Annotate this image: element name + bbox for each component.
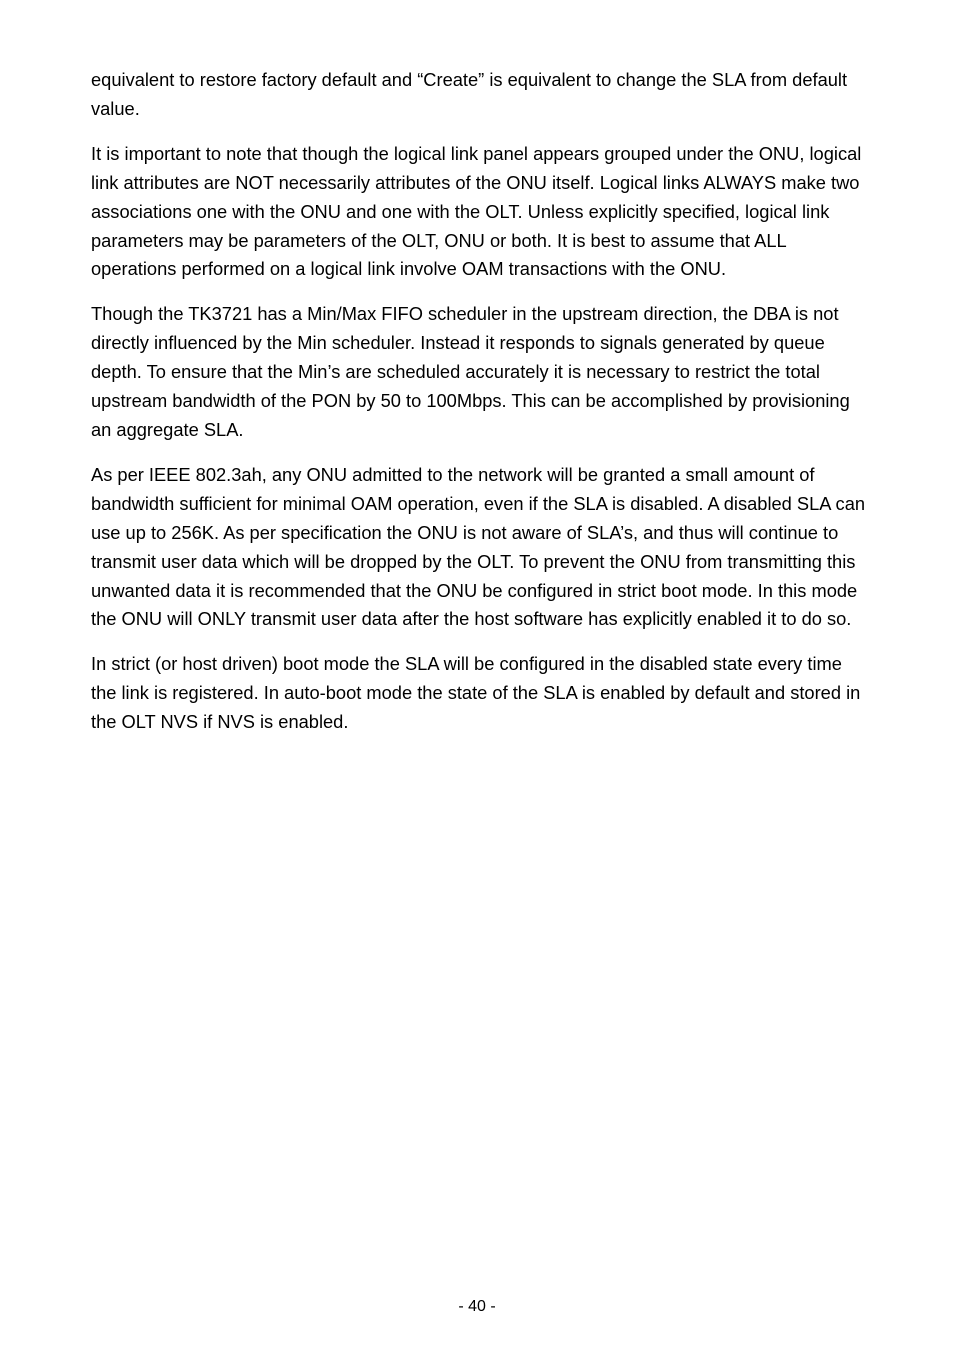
paragraph-boot-mode: In strict (or host driven) boot mode the SLA will be configured in the disabled state every time the link is registered. In auto-boot mode the state of the SLA is enabled by default and stored in the OLT NVS if NVS is enabled. bbox=[91, 653, 861, 733]
paragraph-logical-link: It is important to note that though the logical link panel appears grouped under the ONU, logical link attributes are NOT necessarily attributes of the ONU itself. Logical links ALWAYS make two associations one with the ONU and one with the OLT. Unless explicitly specified, logical link parameters may be parameters of the OLT, ONU or both. It is best to assume that ALL operations performed on a logical link involve OAM transactions with the ONU. bbox=[91, 142, 862, 280]
paragraph-scheduler: Though the TK3721 has a Min/Max FIFO scheduler in the upstream direction, the DBA is not directly influenced by the Min scheduler. Instead it responds to signals generated by queue depth. To ensure that the Min’s are scheduled accurately it is necessary to restrict the total upstream bandwidth of the PON by 50 to 100Mbps. This can be accomplished by provisioning an aggregate SLA. bbox=[91, 303, 850, 440]
page-number: - 40 - bbox=[458, 1298, 496, 1315]
paragraph-sla-default: equivalent to restore factory default and “Create” is equivalent to change the SLA from default value. bbox=[91, 69, 848, 119]
page-body bbox=[91, 66, 869, 753]
paragraph-ieee-802-3ah: As per IEEE 802.3ah, any ONU admitted to the network will be granted a small amount of bandwidth sufficient for minimal OAM operation, even if the SLA is disabled. A disabled SLA can use up to 256K. As per specification the ONU is not aware of SLA’s, and thus will continue to transmit user data which will be dropped by the OLT. To prevent the ONU from transmitting this unwanted data it is recommended that the ONU be configured in strict boot mode. In this mode the ONU will ONLY transmit user data after the host software has explicitly enabled it to do so. bbox=[91, 463, 866, 630]
